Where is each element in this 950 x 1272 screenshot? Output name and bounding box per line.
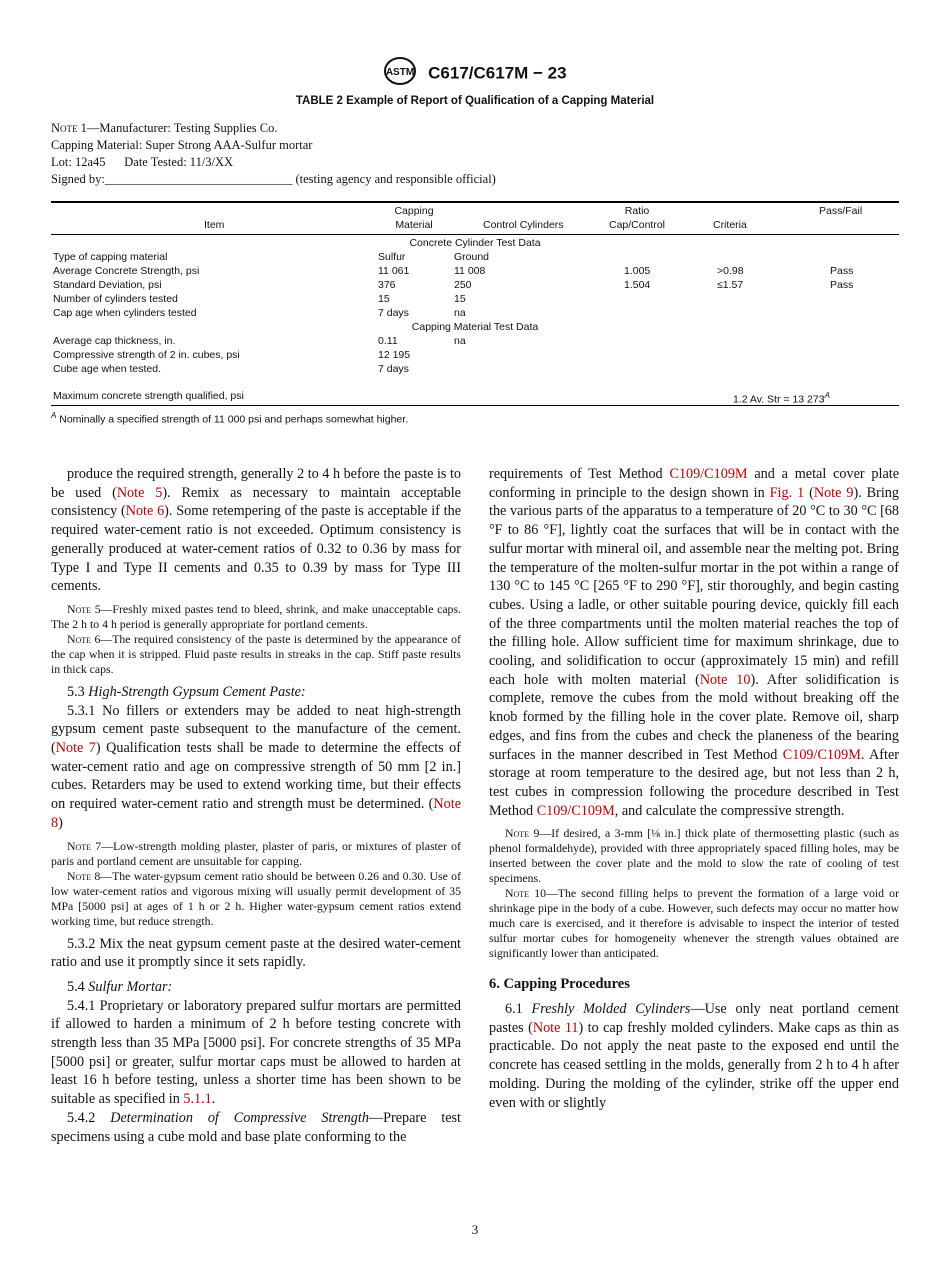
paragraph-cube-mold: [489, 465, 899, 820]
table-cell-item: Compressive strength of 2 in. cubes, psi: [53, 349, 240, 361]
note-7: [51, 839, 461, 869]
note-label: Note: [67, 631, 92, 646]
col-header-pass-fail: Pass/Fail: [819, 205, 863, 217]
table-cell-pass-fail: Pass: [830, 265, 854, 277]
subsection-title: Freshly Molded Cylinders: [531, 1001, 691, 1018]
text: ). After solidification is complete, remove the cubes from the mold without breaking off the knob formed by the filling hole in the cover plate. Remove oil, sharp edges, and fins from the cubes and check the planeness of the bearing surfaces in the manner described in Test Method: [489, 671, 899, 763]
note-5-link[interactable]: Note 5: [116, 484, 163, 501]
table-title: TABLE 2 Example of Report of Qualification of a Capping Material: [295, 95, 655, 107]
standard-designation: C617/C617M − 23: [428, 63, 567, 83]
table-cell-item: Number of cylinders tested: [53, 293, 178, 305]
paragraph-5-3-2: 5.3.2 Mix the neat gypsum cement paste at the desired water-cement ratio and use it promptly since it sets rapidly.: [51, 935, 461, 971]
section-6-heading: 6. Capping Procedures: [489, 976, 630, 993]
qualification-table: [51, 201, 899, 407]
paragraph-6-1: [489, 1000, 899, 1112]
table-footnote: [51, 411, 408, 426]
section-title: Sulfur Mortar:: [88, 978, 173, 995]
note-label: Note: [505, 886, 530, 901]
footnote-text: Nominally a specified strength of 11 000 psi and perhaps somewhat higher.: [56, 413, 409, 426]
table-cell-item: Type of capping material: [53, 251, 168, 263]
text: requirements of Test Method: [489, 466, 670, 482]
text: 7—Low-strength molding plaster, plaster of paris, or mixtures of plaster of paris and portland cement are unsuitable for capping.: [51, 838, 461, 868]
section-title: High-Strength Gypsum Cement Paste:: [88, 683, 306, 700]
table-cell-control: 250: [454, 279, 472, 291]
document-header: [0, 56, 950, 91]
note-1-line1: 1—Manufacturer: Testing Supplies Co.: [77, 121, 278, 135]
table-cell-criteria: >0.98: [717, 265, 744, 277]
subsection-title: Determination of Compressive Strength: [110, 1109, 369, 1126]
note-10: [489, 886, 899, 961]
note-6: [51, 632, 461, 677]
table-cell-capping: 376: [378, 279, 396, 291]
page-number: 3: [471, 1222, 479, 1237]
table-cell-ratio: 1.005: [624, 265, 651, 277]
paragraph-5-3-1: [51, 702, 461, 833]
table-cell-capping: 0.11: [378, 335, 398, 347]
text: ). Remix as necessary to maintain acceptable consistency (: [51, 484, 461, 520]
col-header-capping: Capping: [394, 205, 434, 217]
table-cell-item: Standard Deviation, psi: [53, 279, 162, 291]
footnote-marker: A: [824, 391, 830, 400]
astm-logo-icon: [383, 56, 417, 91]
text: .: [211, 1091, 216, 1108]
note-8-link[interactable]: Note 8: [51, 796, 461, 831]
text: , and calculate the compressive strength.: [614, 802, 845, 819]
table-cell-item: Cap age when cylinders tested: [53, 307, 197, 319]
table-cell-pass-fail: Pass: [830, 279, 854, 291]
text: 6—The required consistency of the paste is determined by the appearance of the cap when it is stripped. Fluid paste results in streaks in the cap. Stiff paste results in thick caps.: [51, 631, 461, 676]
table-cell-capping: 11 061: [378, 265, 410, 277]
note-label: Note: [67, 601, 92, 616]
table-cell-capping: 7 days: [378, 363, 409, 375]
note-1-line3: Lot: 12a45 Date Tested: 11/3/XX: [51, 155, 234, 169]
max-strength-label: Maximum concrete strength qualified, psi: [53, 390, 244, 402]
note-1-line2: Capping Material: Super Strong AAA-Sulfur mortar: [51, 138, 313, 152]
note-label: Note: [67, 838, 92, 853]
table-cell-criteria: ≤1.57: [717, 279, 744, 291]
paragraph-paste-strength: [51, 465, 461, 596]
text: 5.4: [67, 978, 89, 995]
table-cell-control: 15: [454, 293, 466, 305]
c109-link[interactable]: C109/C109M: [536, 802, 615, 819]
col-header-cap-control: Cap/Control: [608, 219, 666, 231]
table-cell-control: Ground: [454, 251, 490, 263]
text: —Prepare test specimens using a cube mold and base plate conforming to the: [51, 1109, 461, 1145]
table-cell-control: na: [454, 335, 466, 347]
section-5-1-1-link[interactable]: 5.1.1: [183, 1091, 212, 1108]
note-label: Note: [51, 121, 78, 135]
left-column: [51, 465, 461, 1146]
c109-link[interactable]: C109/C109M: [669, 466, 748, 482]
footnote-label: A: [51, 411, 57, 420]
text: produce the required strength, generally 2 to 4 h before the paste is to be used (: [51, 466, 461, 501]
col-header-control: Control Cylinders: [483, 219, 564, 231]
c109-link[interactable]: C109/C109M: [782, 746, 861, 763]
table-note-1: [51, 120, 496, 188]
max-strength-value: [733, 389, 830, 407]
text: 10—The second filling helps to prevent the formation of a large void or shrinkage pipe in the body of a cube. However, such defects may occur no matter how much care is exercised, and it therefore is advisable to inspect the interior of tested sulfur mortar cubes for homogeneity whenever the strength values obtained are significantly lower than anticipated.: [489, 886, 899, 961]
section-capping-material: Capping Material Test Data: [411, 321, 539, 333]
text: (: [804, 484, 814, 501]
text: —Use only neat portland cement pastes (: [489, 1001, 899, 1036]
note-9: [489, 826, 899, 886]
text: 5.3: [67, 683, 89, 700]
text: . After storage at room temperature to the desired age, but not less than 2 h, test cubes in compression following the procedure described in Test Method: [489, 746, 899, 819]
text: ) to cap freshly molded cylinders. Make caps as thin as practicable. Do not apply the neat paste to the exposed end until the concrete has ceased settling in the molds, generally from 2 h to 4 h after molding. During the molding of the cylinder, strike off the upper end even with or slightly: [489, 1019, 899, 1111]
table-cell-capping: 12 195: [378, 349, 411, 361]
note-11-link[interactable]: Note 11: [532, 1019, 579, 1036]
note-label: Note: [505, 826, 530, 841]
note-label: Note: [67, 868, 92, 883]
table-cell-capping: 15: [378, 293, 390, 305]
text: ). Some retempering of the paste is acceptable if the required water-cement ratio is not exceeded. Optimum consistency is generally produced at water-cement ratios of 0.32 to 0.36 by mass for Type I and Type II cements and 0.35 to 0.39 by mass for Type III cements.: [51, 503, 461, 595]
note-5: [51, 602, 461, 632]
note-8: [51, 869, 461, 929]
table-cell-item: Average cap thickness, in.: [53, 335, 176, 347]
note-6-link[interactable]: Note 6: [125, 503, 165, 520]
fig-1-link[interactable]: Fig. 1: [769, 484, 805, 501]
table-cell-item: Average Concrete Strength, psi: [53, 265, 200, 277]
table-cell-control: na: [454, 307, 466, 319]
table-cell-ratio: 1.504: [624, 279, 651, 291]
text: 5—Freshly mixed pastes tend to bleed, shrink, and make unacceptable caps. The 2 h to 4 h period is generally appropriate for portland cements.: [51, 601, 461, 631]
section-5-4-heading: [51, 978, 461, 997]
text: 6.1: [505, 1001, 532, 1018]
table-cell-capping: Sulfur: [378, 251, 406, 263]
paragraph-5-4-1: [51, 997, 461, 1109]
paragraph-5-4-2: [51, 1109, 461, 1146]
table-cell-control: 11 008: [454, 265, 486, 277]
text: 5.4.1 Proprietary or laboratory prepared sulfur mortars are permitted if allowed to harden a minimum of 2 h before testing concrete with strength less than 35 MPa [5000 psi]. For concrete strengths of 35 MPa [5000 psi] or greater, sulfur mortar caps must be allowed to harden at least 16 h before testing, unless a shorter time has been shown to be suitable as specified in: [51, 997, 461, 1108]
col-header-criteria: Criteria: [713, 219, 747, 231]
note-1-line4: Signed by:______________________________ (testing agency and responsible official): [51, 172, 496, 186]
section-5-3-heading: [51, 683, 461, 702]
table-cell-capping: 7 days: [378, 307, 409, 319]
svg-text:ASTM: ASTM: [386, 67, 415, 78]
table-cell-item: Cube age when tested.: [53, 363, 161, 375]
right-column: [489, 465, 899, 1112]
col-header-ratio: Ratio: [624, 205, 650, 217]
text: 9—If desired, a 3-mm [⅛ in.] thick plate of thermosetting plastic (such as phenol formaldehyde), provided with three appropriately spaced filling holes, may be inserted between the cover plate and the mold to slow the rate of cooling of test specimens.: [489, 826, 899, 886]
text: ) Qualification tests shall be made to determine the effects of water-cement ratio and age on compressive strength of 50 mm [2 in.] cubes. Retarders may be used to extend working time, but their effects on required water-cement ratio and strength must be determined. (: [51, 740, 461, 813]
text: 8—The water-gypsum cement ratio should be between 0.26 and 0.30. Use of low water-cement ratios and vigorous mixing will usually permit development of 35 MPa [5000 psi] at ages of 1 h or 2 h. Higher water-gypsum cement ratios extend working time, but reduce strength.: [51, 868, 461, 928]
col-header-item: Item: [204, 219, 225, 231]
max-strength-text: 1.2 Av. Str = 13 273: [733, 393, 825, 406]
text: ): [58, 814, 63, 831]
note-7-link[interactable]: Note 7: [55, 740, 96, 757]
text: 5.4.2: [67, 1109, 111, 1126]
note-9-link[interactable]: Note 9: [813, 484, 854, 501]
note-10-link[interactable]: Note 10: [699, 671, 751, 688]
section-concrete-cylinder: Concrete Cylinder Test Data: [409, 237, 541, 249]
col-header-material: Material: [395, 219, 433, 231]
text: 5.3.1 No fillers or extenders may be added to neat high-strength gypsum cement paste subsequent to the manufacture of the cement. (: [51, 702, 461, 757]
text: and a metal cover plate conforming in principle to the design shown in: [489, 466, 900, 501]
text: ). Bring the various parts of the apparatus to a temperature of 20 °C to 30 °C [68 °F to 86 °F], lightly coat the surfaces that will be in contact with the sulfur mortar with mineral oil, and assemble near the melting pot. Bring the temperature of the molten-sulfur mortar in the pot within a range of 130 °C to 145 °C [265 °F to 290 °F], stir thoroughly, and begin casting cubes. Using a ladle, or other suitable pouring device, quickly fill each of the three compartments until the molten material reaches the top of the filling hole. Allow sufficient time for maximum shrinkage, due to cooling, and solidification to occur (approximately 15 min) and refill each hole with molten material (: [489, 484, 899, 688]
